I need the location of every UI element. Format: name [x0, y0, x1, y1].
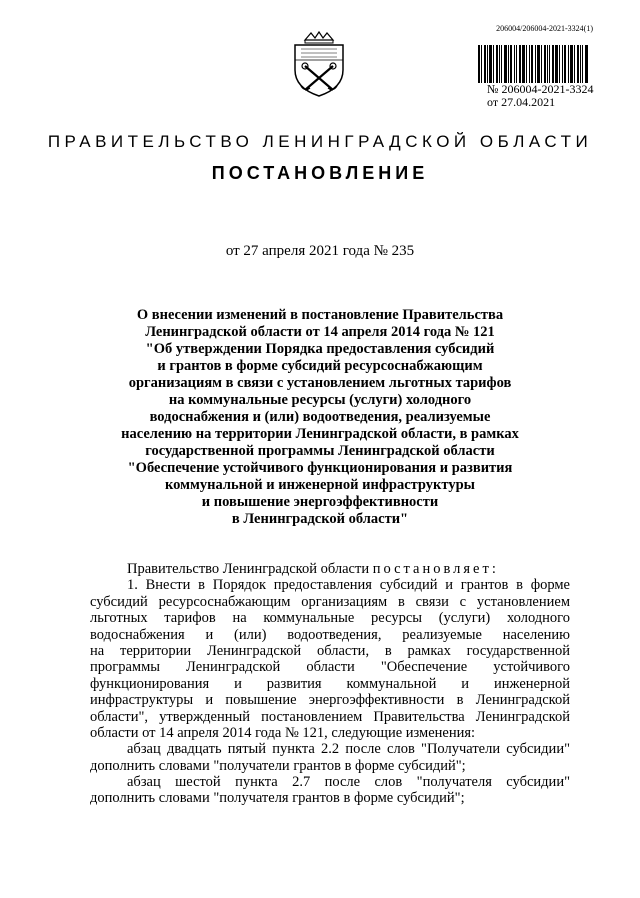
subject-line: "Обеспечение устойчивого функционирования и развития — [127, 460, 513, 476]
body-line: программы Ленинградской области "Обеспечение устойчивого — [90, 659, 570, 676]
body-line: субсидий ресурсоснабжающим организациям в связи с установлением — [90, 593, 570, 610]
registration-block — [487, 83, 593, 109]
body-line: абзац шестой пункта 2.7 после слов "получателя субсидии" — [127, 774, 570, 791]
document-body — [90, 561, 570, 807]
intro-text: Правительство Ленинградской области — [127, 561, 370, 577]
subject-line: населению на территории Ленинградской области, в рамках — [121, 426, 519, 442]
registration-number: № 206004-2021-3324 — [487, 82, 594, 96]
subject-line: на коммунальные ресурсы (услуги) холодного — [168, 392, 472, 408]
subject-line: и повышение энергоэффективности — [201, 494, 439, 510]
subject-line: О внесении изменений в постановление Правительства — [136, 307, 504, 323]
body-line: области от 14 апреля 2014 года № 121, следующие изменения: — [90, 724, 476, 741]
body-line: области", утвержденный постановлением Правительства Ленинградской — [90, 708, 570, 725]
document-type: ПОСТАНОВЛЕНИЕ — [211, 163, 429, 183]
body-line: функционирования и развития коммунальной и инженерной — [90, 675, 570, 692]
intro-decision-word: постановляет: — [372, 561, 499, 577]
document-date-number: от 27 апреля 2021 года № 235 — [225, 243, 415, 259]
intro-line — [90, 561, 570, 577]
subject-line: организациям в связи с установлением льготных тарифов — [128, 375, 512, 391]
subject-line: коммунальной и инженерной инфраструктуры — [165, 477, 475, 493]
subject-line: в Ленинградской области" — [231, 511, 409, 527]
body-line: на территории Ленинградской области, в рамках государственной — [90, 642, 570, 659]
subject-line: и грантов в форме субсидий ресурсоснабжающим — [157, 358, 483, 374]
subject-line: водоснабжения и (или) водоотведения, реализуемые — [149, 409, 491, 425]
body-line: 1. Внести в Порядок предоставления субсидий и грантов в форме — [127, 577, 570, 594]
subject-line: "Об утверждении Порядка предоставления субсидий — [145, 341, 495, 357]
registration-date: от 27.04.2021 — [487, 95, 556, 109]
body-line: льготных тарифов на коммунальные ресурсы (услуги) холодного — [90, 610, 570, 627]
subject-line: государственной программы Ленинградской области — [145, 443, 495, 459]
body-line: инфраструктуры и повышение энергоэффективности в Ленинградской — [90, 692, 570, 709]
coat-of-arms-icon — [291, 30, 347, 98]
barcode — [478, 45, 588, 83]
document-id: 206004/206004-2021-3324(1) — [496, 24, 593, 33]
subject-line: Ленинградской области от 14 апреля 2014 года № 121 — [145, 324, 495, 340]
document-subject — [120, 307, 520, 528]
body-line: дополнить словами "получатели грантов в форме субсидий"; — [90, 757, 466, 774]
body-line: водоснабжения и (или) водоотведения, реализуемые населению — [90, 626, 570, 643]
body-line: абзац двадцать пятый пункта 2.2 после слов "Получатели субсидии" — [127, 741, 570, 758]
government-title: ПРАВИТЕЛЬСТВО ЛЕНИНГРАДСКОЙ ОБЛАСТИ — [47, 132, 593, 151]
body-line: дополнить словами "получателя грантов в форме субсидий"; — [90, 790, 465, 807]
